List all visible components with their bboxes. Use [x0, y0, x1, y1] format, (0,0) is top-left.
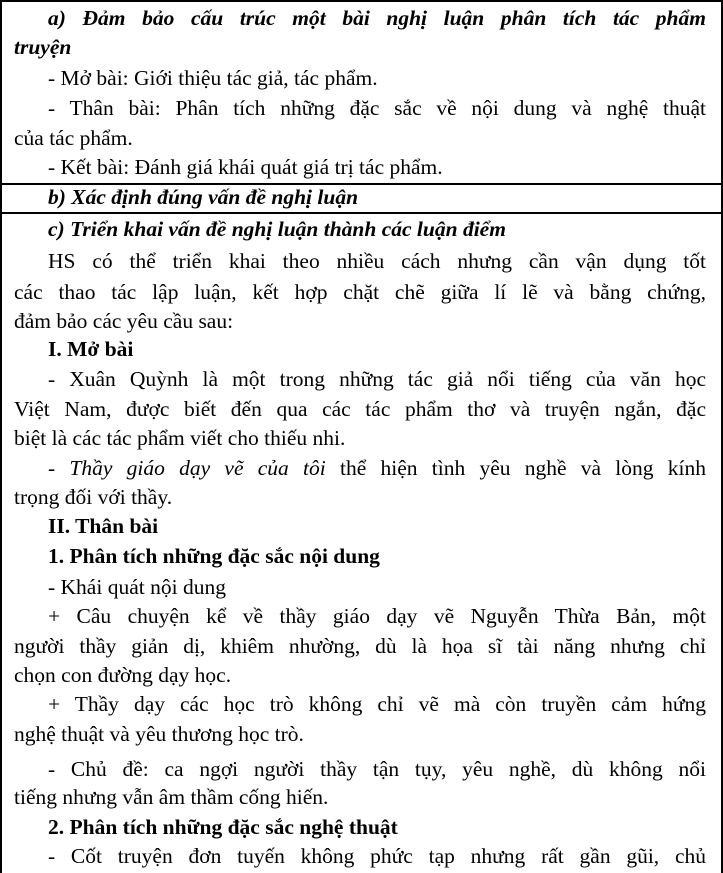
section-a-item: của tác phẩm.: [14, 126, 133, 150]
section-c-intro: HS có thể triển khai theo nhiều cách nhưng cần vận dụng tốt: [48, 249, 706, 273]
section-a-heading: a) Đảm bảo cấu trúc một bài nghị luận phân tích tác phẩm: [48, 6, 706, 30]
noi-dung-line: + Thầy dạy các học trò không chỉ vẽ mà còn truyền cảm hứng: [48, 692, 706, 716]
noi-dung-heading: 1. Phân tích những đặc sắc nội dung: [48, 544, 380, 568]
noi-dung-line: nghệ thuật và yêu thương học trò.: [14, 722, 304, 746]
noi-dung-line: - Khái quát nội dung: [48, 575, 226, 599]
section-c-heading: c) Triển khai vấn đề nghị luận thành các luận điểm: [48, 217, 506, 241]
noi-dung-line: người thầy giản dị, khiêm nhường, dù là họa sĩ tài năng nhưng chỉ: [14, 634, 706, 658]
section-b-heading: b) Xác định đúng vấn đề nghị luận: [48, 185, 359, 209]
noi-dung-line: + Câu chuyện kể về thầy giáo dạy vẽ Nguyễn Thừa Bản, một: [48, 604, 706, 628]
mo-bai-2-prefix: -: [48, 456, 70, 480]
nghe-thuat-heading: 2. Phân tích những đặc sắc nghệ thuật: [48, 815, 398, 839]
mo-bai-heading: I. Mở bài: [48, 337, 134, 361]
mo-bai-line: trọng đối với thầy.: [14, 485, 173, 509]
noi-dung-line: tiếng nhưng vẫn âm thầm cống hiến.: [14, 785, 329, 809]
noi-dung-line: - Chủ đề: ca ngợi người thầy tận tụy, yêu nghề, dù không nổi: [48, 757, 706, 781]
mo-bai-line: Việt Nam, được biết đến qua các tác phẩm thơ và truyện ngắn, đặc: [14, 397, 706, 421]
section-a-item: - Thân bài: Phân tích những đặc sắc về nội dung và nghệ thuật: [48, 96, 706, 120]
table-row-divider-b: [0, 212, 723, 214]
mo-bai-line-2: [48, 454, 706, 483]
section-c-intro: đảm bảo các yêu cầu sau:: [14, 309, 234, 333]
story-title: Thầy giáo dạy vẽ của tôi: [69, 456, 326, 480]
section-a-item: - Mở bài: Giới thiệu tác giả, tác phẩm.: [48, 66, 378, 90]
section-c-intro: các thao tác lập luận, kết hợp chặt chẽ giữa lí lẽ và bằng chứng,: [14, 280, 706, 304]
than-bai-heading: II. Thân bài: [48, 514, 159, 538]
table-left-border: [0, 0, 2, 873]
nghe-thuat-line: - Cốt truyện đơn tuyến không phức tạp nhưng rất gần gũi, chủ: [48, 844, 706, 868]
mo-bai-line: biệt là các tác phẩm viết cho thiếu nhi.: [14, 426, 346, 450]
mo-bai-line: - Xuân Quỳnh là một trong những tác giả nổi tiếng của văn học: [48, 367, 706, 391]
table-top-border: [0, 0, 723, 2]
mo-bai-2-rest: thể hiện tình yêu nghề và lòng kính: [325, 456, 706, 480]
section-a-heading-cont: truyện: [14, 35, 72, 59]
noi-dung-line: chọn con đường dạy học.: [14, 663, 232, 687]
section-a-item: - Kết bài: Đánh giá khái quát giá trị tác phẩm.: [48, 155, 443, 179]
